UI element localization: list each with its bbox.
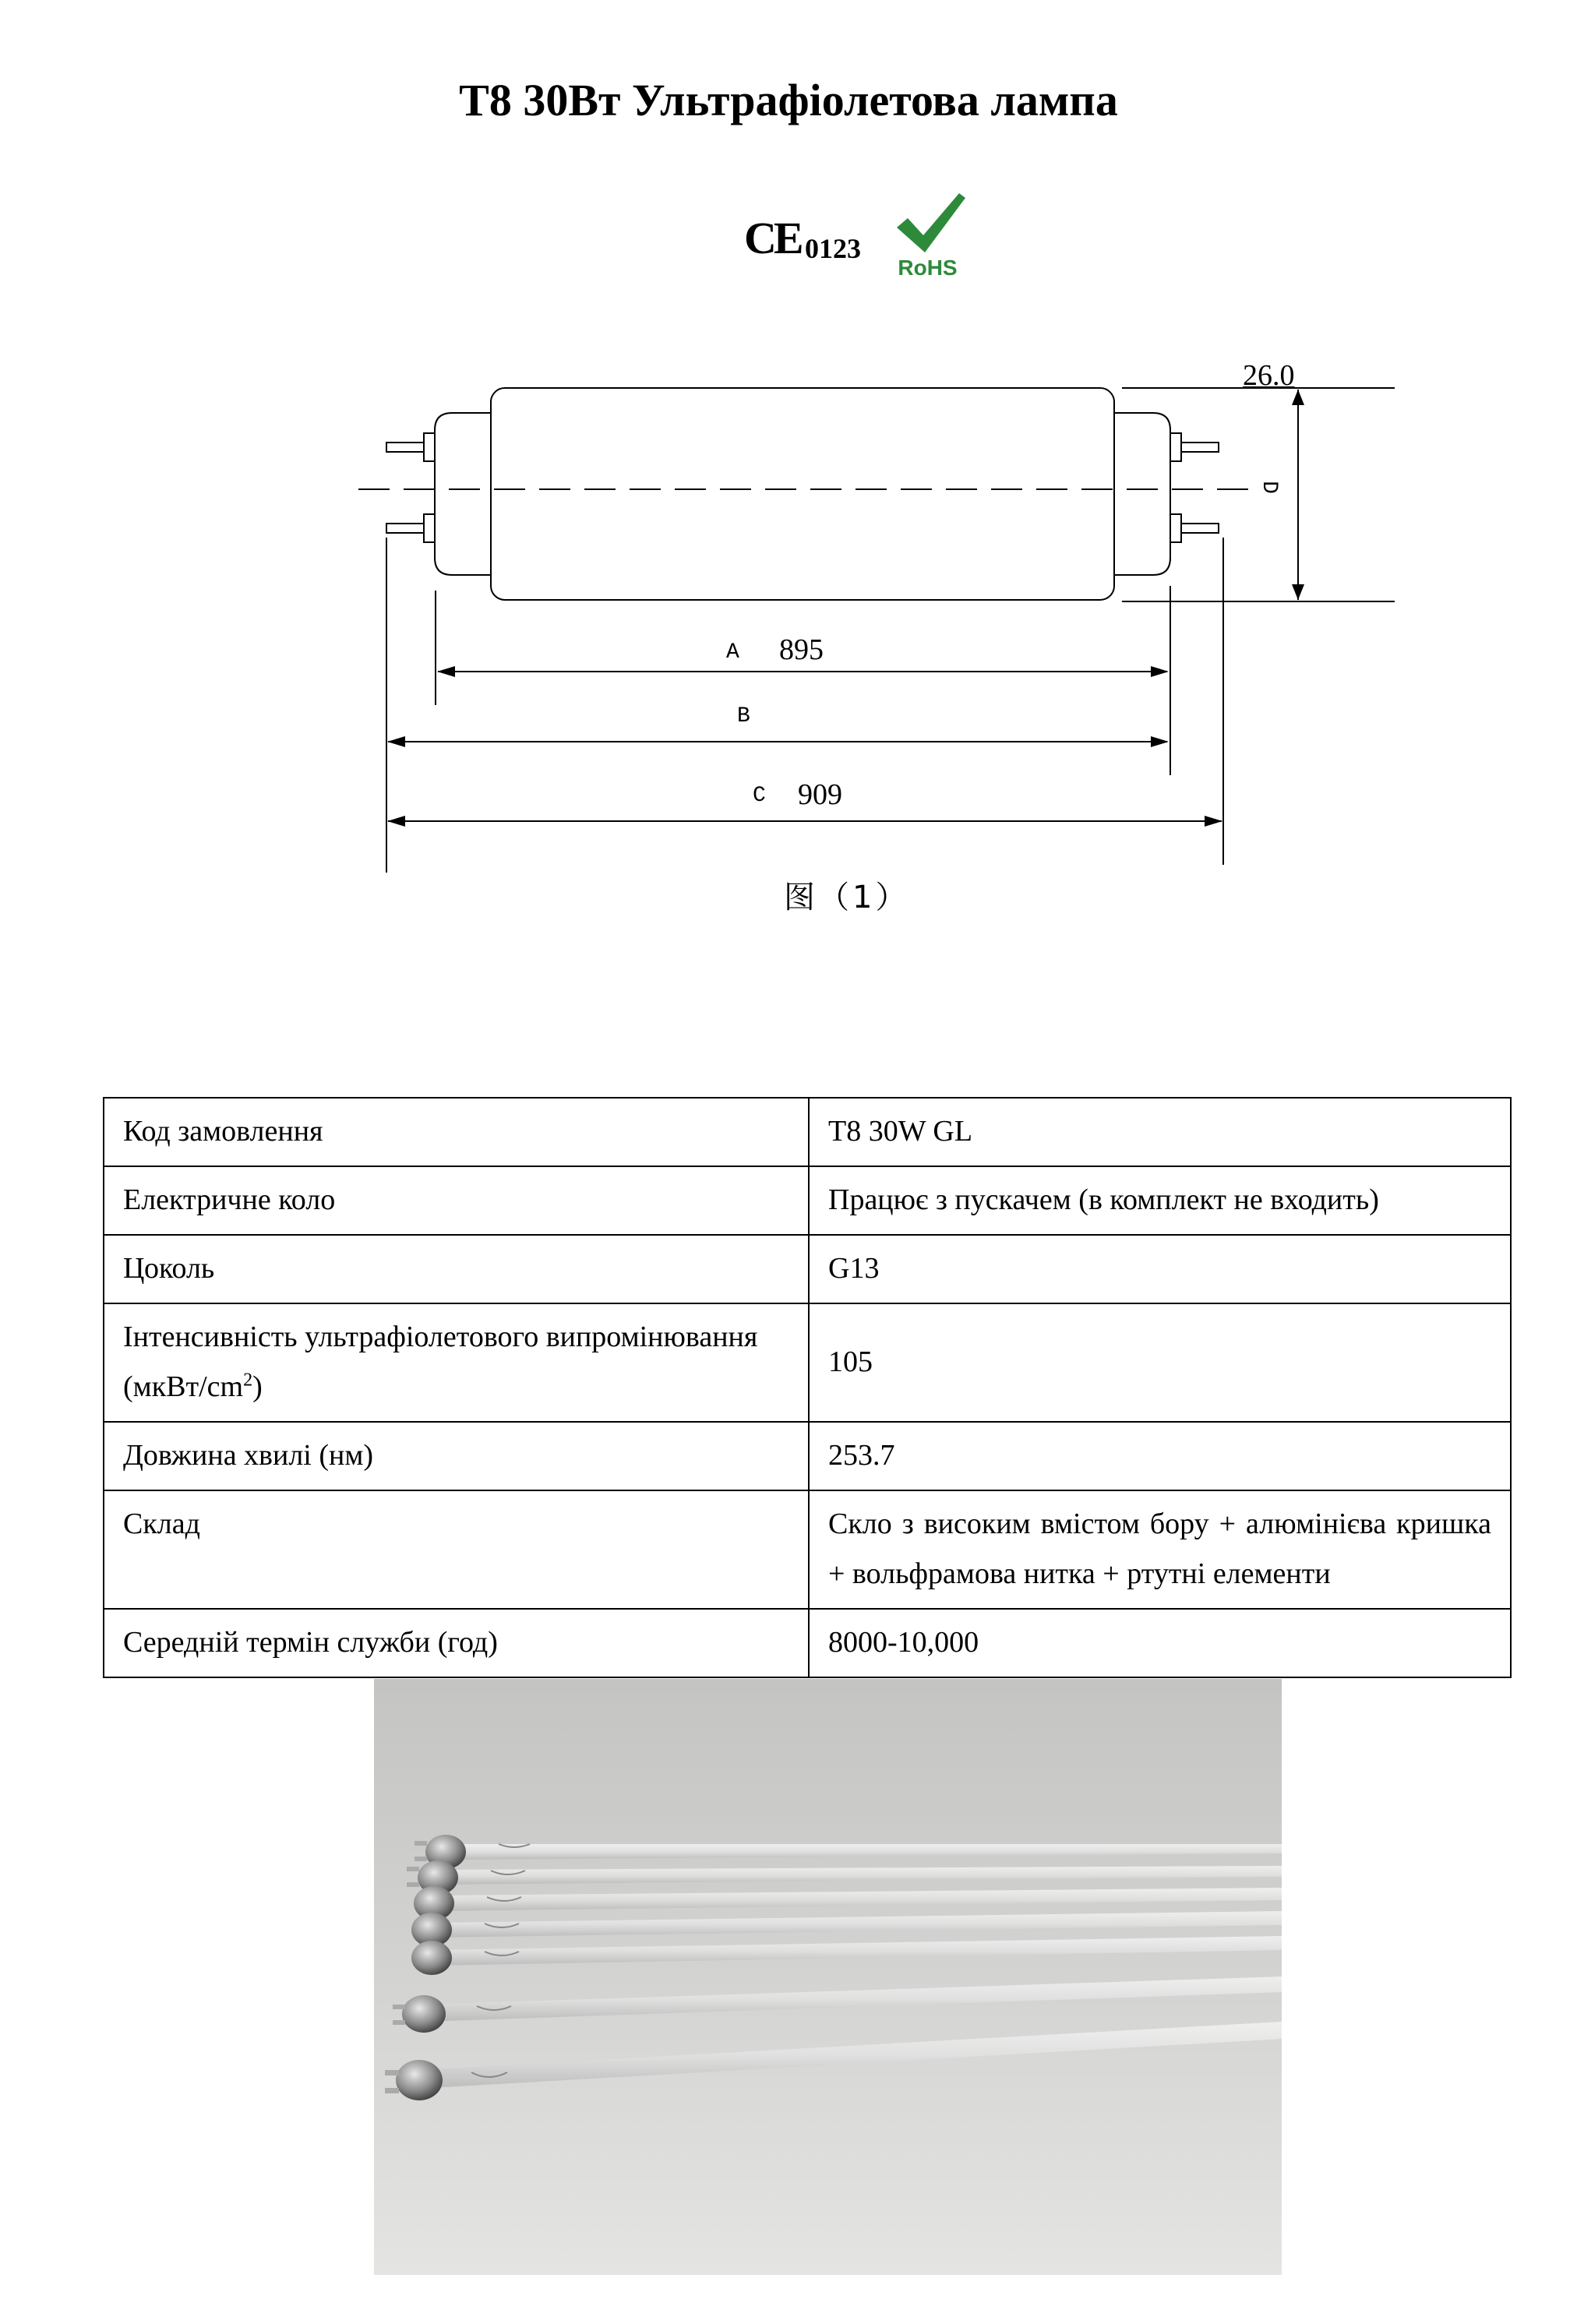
table-cell-value: 8000-10,000 bbox=[809, 1609, 1511, 1677]
table-row bbox=[104, 1098, 1511, 1166]
figure-caption: 图（1） bbox=[784, 880, 910, 915]
dim-label-d: D bbox=[1256, 481, 1281, 494]
table-row bbox=[104, 1490, 1511, 1609]
left-end-cap bbox=[435, 413, 491, 575]
uv-lamps-image bbox=[374, 1679, 1282, 2275]
table-row bbox=[104, 1235, 1511, 1303]
page-title: T8 30Вт Ультрафіолетова лампа bbox=[459, 75, 1118, 125]
ce-mark-logo: CE bbox=[744, 213, 801, 263]
right-end-cap bbox=[1114, 413, 1170, 575]
table-cell-param: Середній термін служби (год) bbox=[104, 1609, 809, 1677]
product-photo bbox=[374, 1679, 1282, 2275]
rohs-badge bbox=[891, 187, 976, 280]
dim-value-a: 895 bbox=[779, 633, 824, 666]
left-pin-top bbox=[386, 443, 424, 452]
dim-label-a: A bbox=[726, 640, 739, 665]
param-text: Інтенсивність ультрафіолетового випромінювання (мкВт/cm bbox=[123, 1321, 758, 1403]
checkmark-icon bbox=[891, 187, 968, 261]
table-row bbox=[104, 1609, 1511, 1677]
dim-label-c: C bbox=[753, 784, 766, 808]
rohs-label: RoHS bbox=[898, 256, 958, 280]
param-superscript: 2 bbox=[243, 1370, 253, 1391]
specification-table bbox=[103, 1097, 1512, 1678]
table-cell-value: Працює з пускачем (в комплект не входить) bbox=[809, 1166, 1511, 1235]
table-cell-param: Код замовлення bbox=[104, 1098, 809, 1166]
table-row bbox=[104, 1303, 1511, 1422]
ce-notified-body-number: 0123 bbox=[805, 233, 861, 264]
table-cell-value: T8 30W GL bbox=[809, 1098, 1511, 1166]
table-cell-value: 253.7 bbox=[809, 1422, 1511, 1490]
dim-value-c: 909 bbox=[798, 778, 842, 811]
table-cell-param: Склад bbox=[104, 1490, 809, 1609]
table-cell-value: 105 bbox=[809, 1303, 1511, 1422]
table-cell-param: Довжина хвилі (нм) bbox=[104, 1422, 809, 1490]
dim-label-b: B bbox=[737, 704, 750, 728]
table-cell-value: G13 bbox=[809, 1235, 1511, 1303]
table-row bbox=[104, 1166, 1511, 1235]
table-row bbox=[104, 1422, 1511, 1490]
lamp-drawing bbox=[343, 358, 1434, 950]
right-pin-top bbox=[1181, 443, 1219, 452]
right-pin-bottom bbox=[1181, 524, 1219, 533]
dim-top-value: 26.0 bbox=[1243, 359, 1295, 392]
lamp-dimension-diagram bbox=[343, 358, 1434, 950]
table-cell-param: Електричне коло bbox=[104, 1166, 809, 1235]
table-cell-value: Скло з високим вмістом бору + алюмінієва кришка + вольфрамова нитка + ртутні елементи bbox=[809, 1490, 1511, 1609]
table-cell-param bbox=[104, 1303, 809, 1422]
table-cell-param: Цоколь bbox=[104, 1235, 809, 1303]
param-suffix: ) bbox=[252, 1370, 263, 1403]
lamp-tube bbox=[491, 388, 1114, 600]
certification-marks bbox=[744, 187, 978, 284]
left-pin-bottom bbox=[386, 524, 424, 533]
